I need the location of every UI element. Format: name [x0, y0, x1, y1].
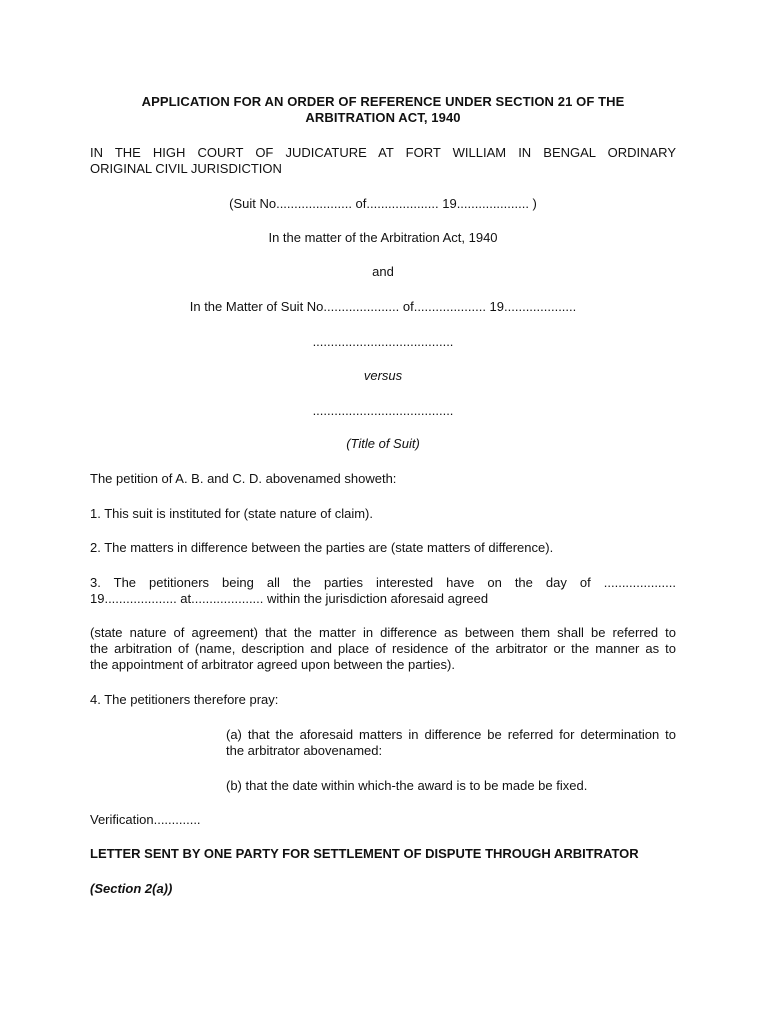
court-line-2: ORIGINAL CIVIL JURISDICTION — [90, 161, 282, 176]
paragraph-3 — [90, 575, 676, 607]
petition-intro: The petition of A. B. and C. D. abovenamed showeth: — [90, 471, 397, 486]
prayer-a-line-2: the arbitrator abovenamed: — [226, 743, 383, 758]
matter-of-suit: In the Matter of Suit No..................... of.................... 19.................... — [189, 299, 577, 314]
heading-line-2: ARBITRATION ACT, 1940 — [305, 110, 461, 125]
paragraph-3-line-2: 19.................... at.................... within the jurisdiction aforesaid agreed — [90, 591, 489, 606]
agreement-line-3: the appointment of arbitrator agreed upon between the parties). — [90, 657, 455, 672]
title-of-suit: (Title of Suit) — [346, 436, 420, 451]
agreement-paragraph — [90, 625, 676, 673]
prayer-a — [226, 727, 676, 759]
heading-line-1: APPLICATION FOR AN ORDER OF REFERENCE UNDER SECTION 21 OF THE — [141, 94, 625, 109]
suit-number-line: (Suit No..................... of.................... 19.................... ) — [229, 196, 537, 211]
paragraph-2: 2. The matters in difference between the parties are (state matters of difference). — [90, 540, 554, 555]
paragraph-4: 4. The petitioners therefore pray: — [90, 692, 279, 707]
agreement-line-2: the arbitration of (name, description and place of residence of the arbitrator or the manner as to — [90, 641, 676, 656]
section-reference: (Section 2(a)) — [90, 881, 173, 896]
court-line-1: IN THE HIGH COURT OF JUDICATURE AT FORT WILLIAM IN BENGAL ORDINARY — [90, 145, 676, 160]
document-heading — [90, 94, 676, 126]
matter-of-act: In the matter of the Arbitration Act, 1940 — [268, 230, 498, 245]
prayer-b: (b) that the date within which-the award is to be made be fixed. — [226, 778, 588, 793]
letter-heading: LETTER SENT BY ONE PARTY FOR SETTLEMENT OF DISPUTE THROUGH ARBITRATOR — [90, 846, 639, 861]
court-heading — [90, 145, 676, 177]
versus-label: versus — [363, 368, 403, 383]
agreement-line-1: (state nature of agreement) that the matter in difference as between them shall be referred to — [90, 625, 676, 640]
party-placeholder-1: ....................................... — [312, 334, 454, 349]
paragraph-1: 1. This suit is instituted for (state nature of claim). — [90, 506, 373, 521]
party-placeholder-2: ....................................... — [312, 403, 454, 418]
verification-line: Verification............. — [90, 812, 201, 827]
prayer-a-line-1: (a) that the aforesaid matters in difference be referred for determination to — [226, 727, 676, 742]
paragraph-3-line-1: 3. The petitioners being all the parties interested have on the day of .................... — [90, 575, 676, 590]
and-connector: and — [372, 264, 394, 279]
